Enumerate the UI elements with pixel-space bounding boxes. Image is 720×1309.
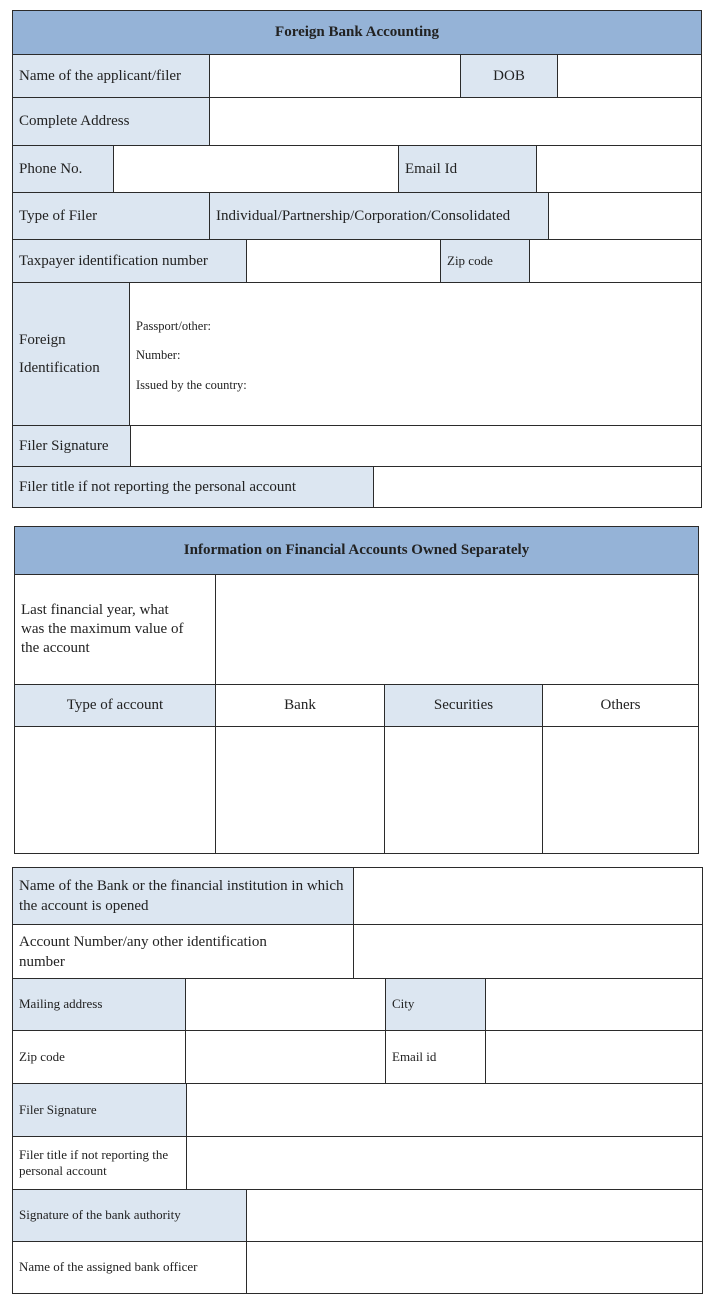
email-field[interactable] xyxy=(536,145,702,193)
city-label: City xyxy=(385,978,486,1031)
zip-code-field[interactable] xyxy=(185,1030,386,1084)
tin-field[interactable] xyxy=(246,239,441,283)
type-of-account-field[interactable] xyxy=(14,726,216,854)
col-others: Others xyxy=(542,684,699,727)
bank-officer-label: Name of the assigned bank officer xyxy=(12,1241,247,1294)
address-label: Complete Address xyxy=(12,97,210,146)
account-number-label-text: Account Number/any other identification number xyxy=(19,933,267,970)
filer-title-label-2 xyxy=(12,1136,187,1190)
financial-accounts-title: Information on Financial Accounts Owned Separately xyxy=(14,526,699,575)
dob-field[interactable] xyxy=(557,54,702,98)
passport-label: Passport/other: xyxy=(136,318,211,333)
filer-signature-field-2[interactable] xyxy=(186,1083,703,1137)
zip-field[interactable] xyxy=(529,239,702,283)
filer-signature-field[interactable] xyxy=(130,425,702,467)
filer-type-options[interactable]: Individual/Partnership/Corporation/Consolidated xyxy=(209,192,549,240)
securities-field[interactable] xyxy=(384,726,543,854)
bank-name-label-text: Name of the Bank or the financial institution in which the account is opened xyxy=(19,878,344,914)
address-field[interactable] xyxy=(209,97,702,146)
max-value-label-text: Last financial year, what was the maximum value of the account xyxy=(21,602,184,656)
filer-signature-label: Filer Signature xyxy=(12,425,131,467)
form-title: Foreign Bank Accounting xyxy=(12,10,702,55)
filer-title-label-2-text: Filer title if not reporting the personal account xyxy=(19,1147,169,1178)
filer-signature-label-2: Filer Signature xyxy=(12,1083,187,1137)
bank-officer-field[interactable] xyxy=(246,1241,703,1294)
filer-title-field[interactable] xyxy=(373,466,702,508)
bank-email-field[interactable] xyxy=(485,1030,703,1084)
bank-authority-label: Signature of the bank authority xyxy=(12,1189,247,1242)
city-field[interactable] xyxy=(485,978,703,1031)
bank-authority-field[interactable] xyxy=(246,1189,703,1242)
foreign-id-label xyxy=(12,282,130,426)
others-field[interactable] xyxy=(542,726,699,854)
account-number-label xyxy=(12,924,354,979)
max-value-label xyxy=(14,574,216,685)
email-label: Email Id xyxy=(398,145,537,193)
tin-label: Taxpayer identification number xyxy=(12,239,247,283)
bank-email-label: Email id xyxy=(385,1030,486,1084)
zip-label: Zip code xyxy=(440,239,530,283)
filer-type-label: Type of Filer xyxy=(12,192,210,240)
mailing-address-field[interactable] xyxy=(185,978,386,1031)
dob-label: DOB xyxy=(460,54,558,98)
phone-label: Phone No. xyxy=(12,145,114,193)
phone-field[interactable] xyxy=(113,145,399,193)
zip-code-label: Zip code xyxy=(12,1030,186,1084)
number-label: Number: xyxy=(136,348,181,363)
account-number-field[interactable] xyxy=(353,924,703,979)
col-securities: Securities xyxy=(384,684,543,727)
mailing-address-label: Mailing address xyxy=(12,978,186,1031)
col-type-of-account: Type of account xyxy=(14,684,216,727)
issued-country-label: Issued by the country: xyxy=(136,377,247,392)
bank-name-field[interactable] xyxy=(353,867,703,925)
max-value-field[interactable] xyxy=(215,574,699,685)
foreign-id-label-text: Foreign Identification xyxy=(19,332,100,376)
bank-name-label xyxy=(12,867,354,925)
filer-type-field[interactable] xyxy=(548,192,702,240)
bank-field[interactable] xyxy=(215,726,385,854)
filer-title-field-2[interactable] xyxy=(186,1136,703,1190)
applicant-name-field[interactable] xyxy=(209,54,461,98)
filer-title-label: Filer title if not reporting the personal account xyxy=(12,466,374,508)
foreign-id-field[interactable] xyxy=(129,282,702,426)
col-bank: Bank xyxy=(215,684,385,727)
applicant-name-label: Name of the applicant/filer xyxy=(12,54,210,98)
